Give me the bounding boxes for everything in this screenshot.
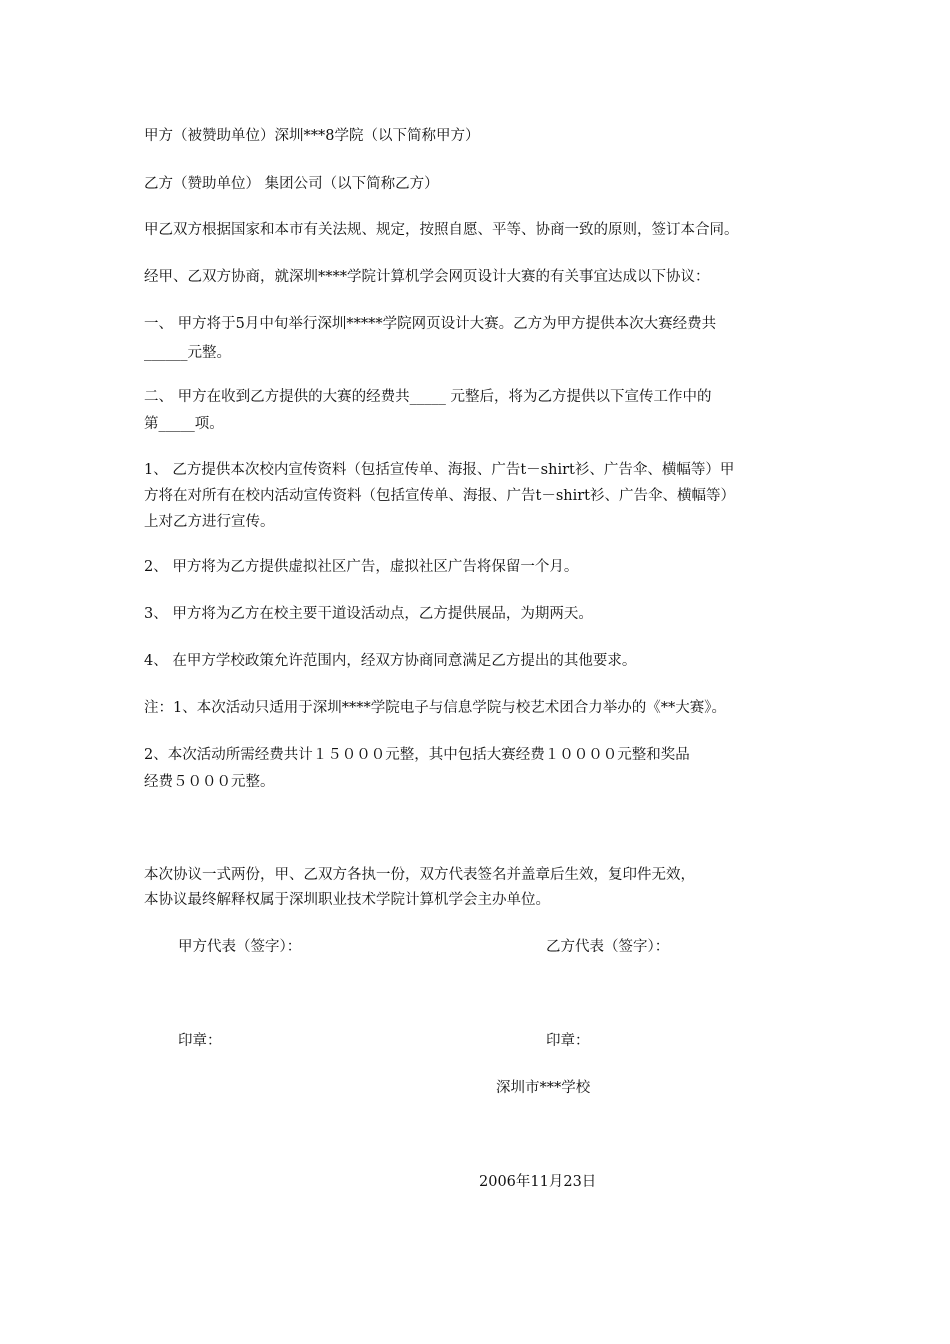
item-1-line-1: 1、 乙方提供本次校内宣传资料（包括宣传单、海报、广告t－shirt衫、广告伞、横幅等）甲 [144,462,735,478]
final-line-2: 本协议最终解释权属于深圳职业技术学院计算机学会主办单位。 [144,892,550,908]
party-b-line: 乙方（赞助单位） 集团公司（以下简称乙方） [144,176,439,192]
party-a-seal: 印章： [178,1033,222,1049]
school-name: 深圳市***学校 [496,1080,591,1096]
clause-1-line-2: ______元整。 [144,345,231,361]
party-b-seal: 印章： [546,1033,590,1049]
clause-1-line-1: 一、 甲方将于5月中旬举行深圳*****学院网页设计大赛。乙方为甲方提供本次大赛经费共 [144,316,717,332]
party-a-line: 甲方（被赞助单位）深圳***8学院（以下简称甲方） [144,128,480,144]
party-b-representative-signature: 乙方代表（签字）： [546,939,670,955]
signing-date: 2006年11月23日 [479,1174,597,1190]
note-1: 注：1、本次活动只适用于深圳****学院电子与信息学院与校艺术团合力举办的《**大赛》。 [144,700,726,716]
item-1-line-2: 方将在对所有在校内活动宣传资料（包括宣传单、海报、广告t－shirt衫、广告伞、横幅等） [144,488,735,504]
clause-2-line-1: 二、 甲方在收到乙方提供的大赛的经费共_____ 元整后，将为乙方提供以下宣传工作中的 [144,389,712,405]
item-4: 4、 在甲方学校政策允许范围内，经双方协商同意满足乙方提出的其他要求。 [144,653,637,669]
clause-2-line-2: 第_____项。 [144,416,224,432]
item-2: 2、 甲方将为乙方提供虚拟社区广告，虚拟社区广告将保留一个月。 [144,559,579,575]
party-a-representative-signature: 甲方代表（签字）： [178,939,302,955]
intro-paragraph: 甲乙双方根据国家和本市有关法规、规定，按照自愿、平等、协商一致的原则，签订本合同。 [144,222,739,238]
note-2-line-1: 2、本次活动所需经费共计１５０００元整，其中包括大赛经费１００００元整和奖品 [144,747,690,763]
consult-paragraph: 经甲、乙双方协商，就深圳****学院计算机学会网页设计大赛的有关事宜达成以下协议： [144,269,710,285]
item-1-line-3: 上对乙方进行宣传。 [144,514,275,530]
item-3: 3、 甲方将为乙方在校主要干道设活动点，乙方提供展品，为期两天。 [144,606,593,622]
note-2-line-2: 经费５０００元整。 [144,774,275,790]
final-line-1: 本次协议一式两份，甲、乙双方各执一份，双方代表签名并盖章后生效，复印件无效， [144,867,695,883]
